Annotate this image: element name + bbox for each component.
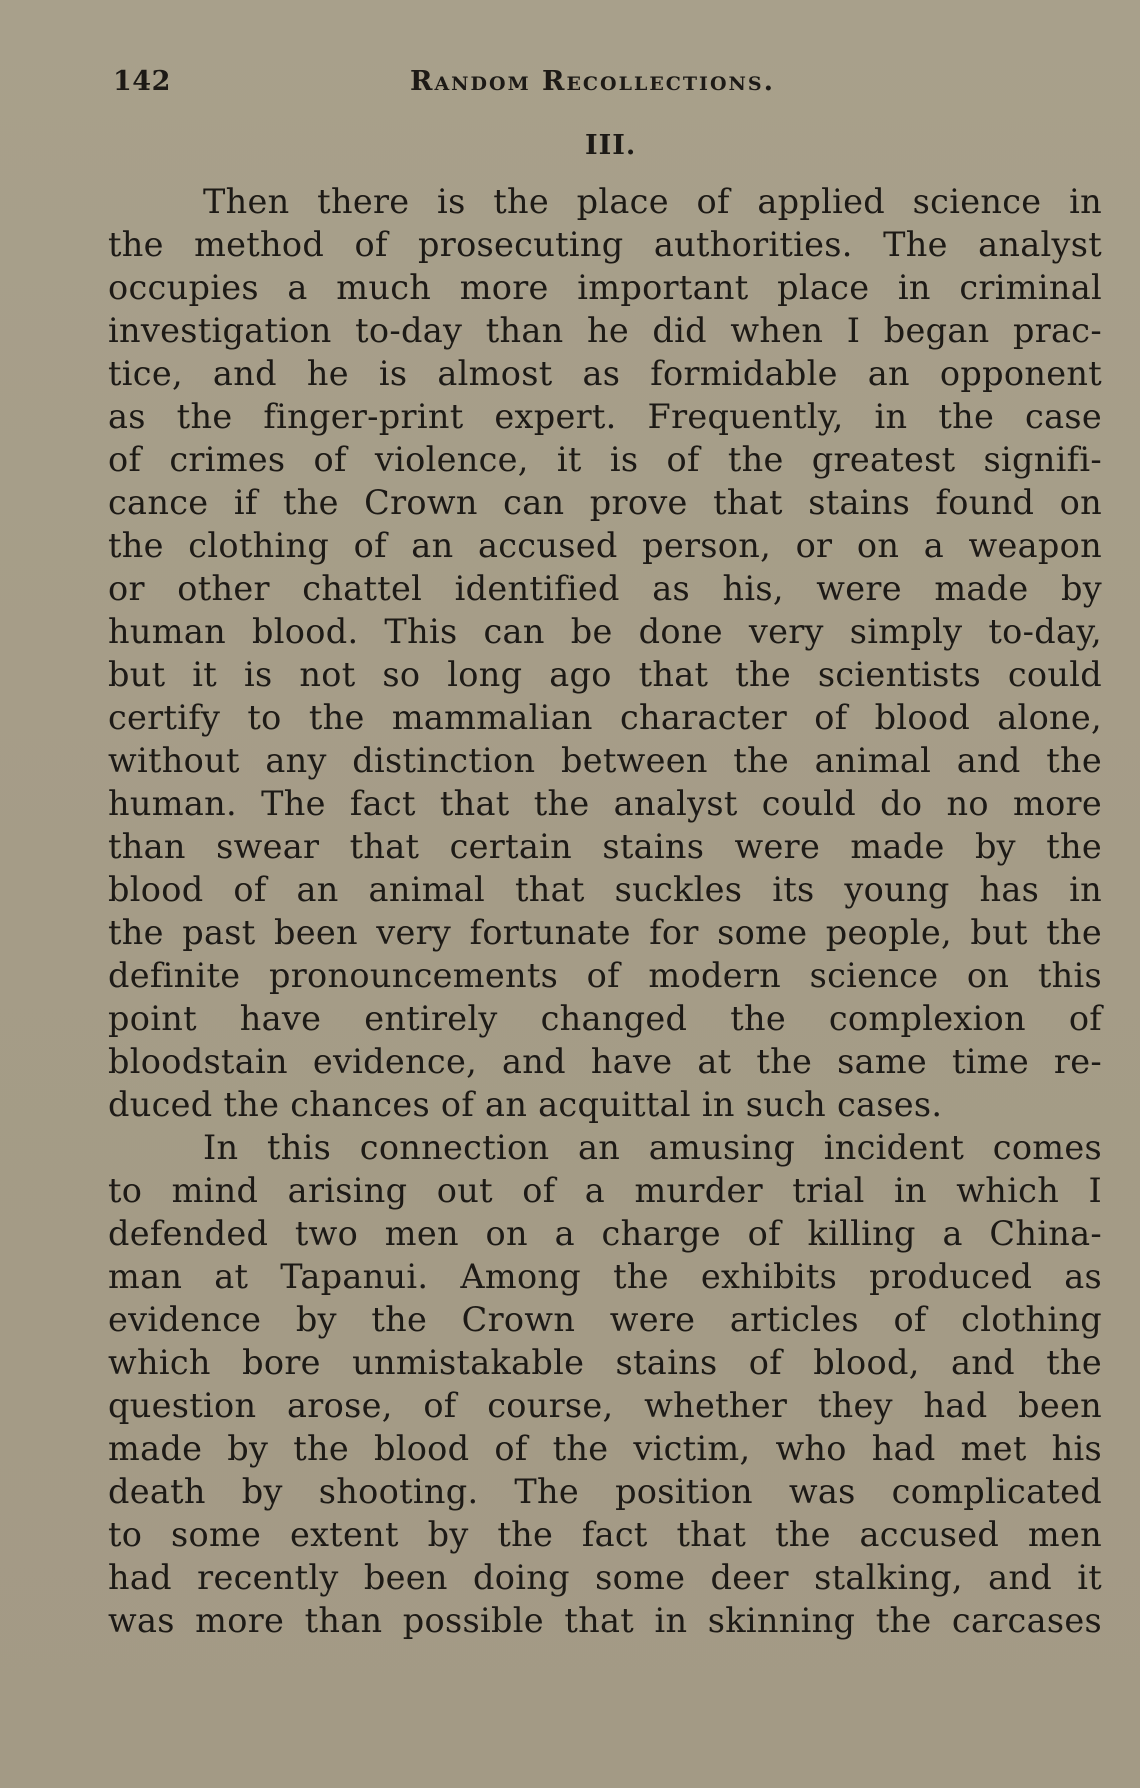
text-line: without any distinction between the animal and the (108, 741, 1102, 780)
text-line: cance if the Crown can prove that stains found on (108, 483, 1102, 522)
text-line: was more than possible that in skinning the carcases (108, 1601, 1102, 1640)
text-line: which bore unmistakable stains of blood, and the (108, 1343, 1102, 1382)
text-line: death by shooting. The position was complicated (108, 1472, 1102, 1511)
text-line: as the finger-print expert. Frequently, in the case (108, 397, 1102, 436)
text-line: human. The fact that the analyst could do no more (108, 784, 1102, 823)
text-line: to mind arising out of a murder trial in which I (108, 1171, 1102, 1210)
text-line: Then there is the place of applied science in (203, 182, 1102, 221)
text-line: point have entirely changed the complexion of (108, 999, 1102, 1038)
section-number: III. (585, 130, 637, 161)
text-line: had recently been doing some deer stalking, and it (108, 1558, 1102, 1597)
body-text (108, 180, 1102, 1642)
text-line: or other chattel identified as his, were made by (108, 569, 1102, 608)
text-line: human blood. This can be done very simply to-day, (108, 612, 1102, 651)
text-line: investigation to-day than he did when I began prac- (108, 311, 1102, 350)
text-line: occupies a much more important place in criminal (108, 268, 1102, 307)
page-number: 142 (113, 66, 171, 97)
text-line: In this connection an amusing incident comes (203, 1128, 1102, 1167)
text-line: man at Tapanui. Among the exhibits produced as (108, 1257, 1102, 1296)
text-line: certify to the mammalian character of blood alone, (108, 698, 1102, 737)
text-line: the past been very fortunate for some people, but the (108, 913, 1102, 952)
text-line: but it is not so long ago that the scientists could (108, 655, 1102, 694)
text-line: the method of prosecuting authorities. The analyst (108, 225, 1102, 264)
text-line: defended two men on a charge of killing a China- (108, 1214, 1102, 1253)
page-header (110, 66, 1100, 106)
text-line: definite pronouncements of modern science on this (108, 956, 1102, 995)
text-line: than swear that certain stains were made by the (108, 827, 1102, 866)
running-head: Random Recollections. (410, 66, 775, 97)
text-line: question arose, of course, whether they had been (108, 1386, 1102, 1425)
text-line: made by the blood of the victim, who had met his (108, 1429, 1102, 1468)
text-line: the clothing of an accused person, or on a weapon (108, 526, 1102, 565)
text-line: of crimes of violence, it is of the greatest signifi- (108, 440, 1102, 479)
text-line: to some extent by the fact that the accused men (108, 1515, 1102, 1554)
text-line: duced the chances of an acquittal in such cases. (108, 1085, 943, 1124)
text-line: bloodstain evidence, and have at the same time re- (108, 1042, 1102, 1081)
text-line: tice, and he is almost as formidable an opponent (108, 354, 1102, 393)
text-line: blood of an animal that suckles its young has in (108, 870, 1102, 909)
text-line: evidence by the Crown were articles of clothing (108, 1300, 1102, 1339)
